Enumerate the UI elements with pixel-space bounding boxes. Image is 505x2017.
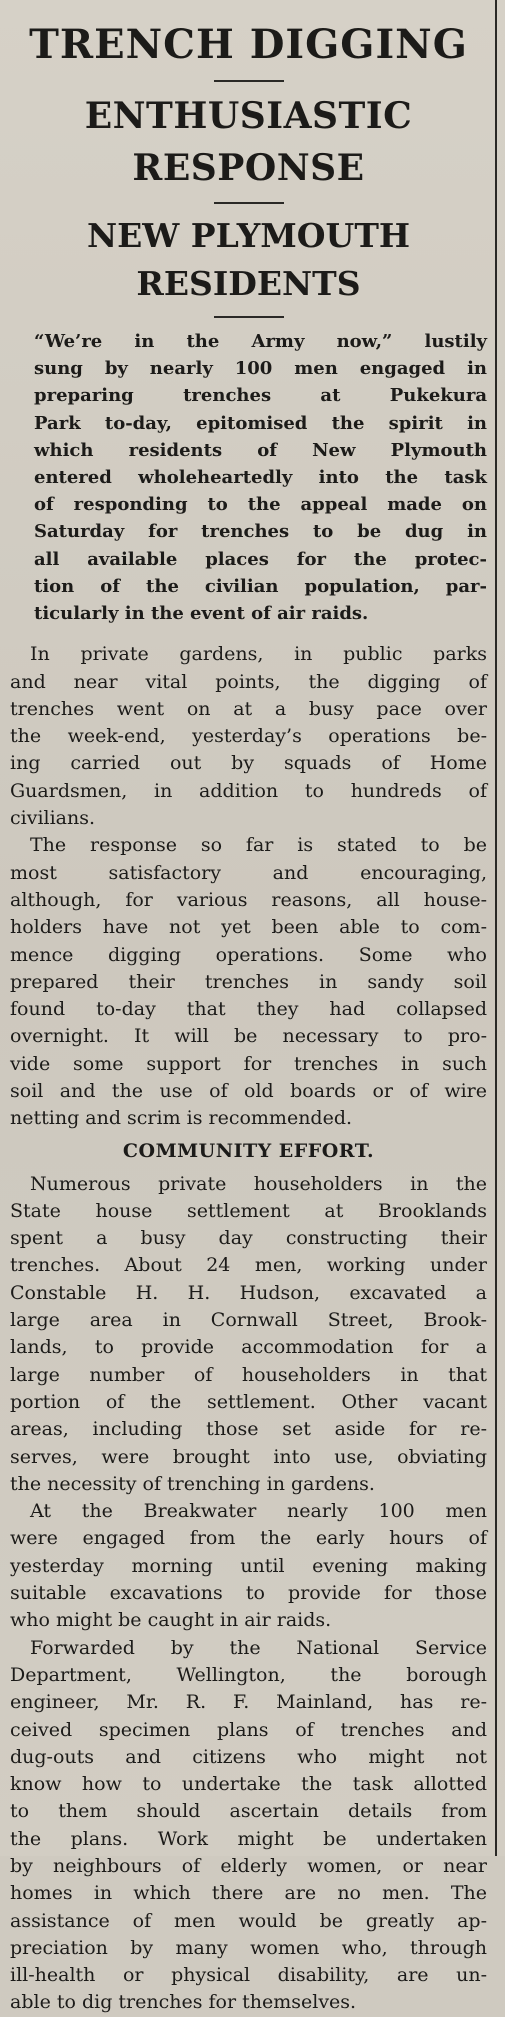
text-line: preparing trenches at Pukekura bbox=[34, 385, 487, 407]
lead-separator bbox=[214, 316, 284, 318]
text-line: large area in Cornwall Street, Brook- bbox=[10, 1309, 487, 1332]
text-line: serves, were brought into use, obviating bbox=[10, 1445, 487, 1468]
text-line: Park to-day, epitomised the spirit in bbox=[34, 412, 487, 434]
column-rule bbox=[495, 0, 497, 1856]
text-line: were engaged from the early hours of bbox=[10, 1527, 487, 1550]
text-line: portion of the settlement. Other vacant bbox=[10, 1390, 487, 1413]
text-line: In private gardens, in public parks bbox=[30, 643, 487, 666]
subheadline-secondary: NEW PLYMOUTH RESIDENTS bbox=[86, 216, 411, 303]
subheadline-separator bbox=[214, 202, 284, 204]
body-paragraph-2 bbox=[10, 832, 487, 1132]
text-line: At the Breakwater nearly 100 men bbox=[30, 1500, 487, 1523]
text-line: who might be caught in air raids. bbox=[10, 1609, 332, 1632]
text-line: holders have not yet been able to com- bbox=[10, 916, 487, 939]
text-line: to them should ascertain details from bbox=[10, 1800, 487, 1823]
text-line: know how to undertake the task allotted bbox=[10, 1773, 487, 1796]
text-line: netting and scrim is recommended. bbox=[10, 1107, 353, 1130]
text-line: ceived specimen plans of trenches and bbox=[10, 1718, 487, 1741]
text-line: tion of the civilian population, par- bbox=[34, 575, 487, 597]
text-line: ing carried out by squads of Home bbox=[10, 752, 487, 775]
headline: TRENCH DIGGING bbox=[29, 21, 468, 68]
text-line: homes in which there are no men. The bbox=[10, 1882, 487, 1905]
text-line: overnight. It will be necessary to pro- bbox=[10, 1025, 487, 1048]
text-line: trenches. About 24 men, working under bbox=[10, 1254, 487, 1277]
text-line: Constable H. H. Hudson, excavated a bbox=[10, 1281, 487, 1304]
text-line: lands, to provide accommodation for a bbox=[10, 1336, 487, 1359]
subheadline-primary: ENTHUSIASTIC RESPONSE bbox=[84, 95, 413, 189]
lead-paragraph bbox=[10, 328, 487, 627]
text-line: engineer, Mr. R. F. Mainland, has re- bbox=[10, 1691, 487, 1714]
text-line: areas, including those set aside for re- bbox=[10, 1418, 487, 1441]
text-line: Guardsmen, in addition to hundreds of bbox=[10, 779, 487, 802]
text-line: the plans. Work might be undertaken bbox=[10, 1827, 487, 1850]
body-paragraph-1 bbox=[10, 641, 487, 832]
text-line: entered wholeheartedly into the task bbox=[34, 467, 487, 489]
text-line: prepared their trenches in sandy soil bbox=[10, 970, 487, 993]
text-line: Saturday for trenches to be dug in bbox=[34, 521, 487, 543]
text-line: Forwarded by the National Service bbox=[30, 1636, 487, 1659]
text-line: preciation by many women who, through bbox=[10, 1936, 487, 1959]
text-line: most satisfactory and encouraging, bbox=[10, 861, 487, 884]
text-line: Numerous private householders in the bbox=[30, 1172, 487, 1195]
text-line: dug-outs and citizens who might not bbox=[10, 1745, 487, 1768]
text-line: yesterday morning until evening making bbox=[10, 1554, 487, 1577]
text-line: mence digging operations. Some who bbox=[10, 943, 487, 966]
text-line: of responding to the appeal made on bbox=[34, 494, 487, 516]
body-paragraph-3 bbox=[10, 1171, 487, 1499]
text-line: suitable excavations to provide for those bbox=[10, 1582, 487, 1605]
section-heading: COMMUNITY EFFORT. bbox=[122, 1139, 375, 1162]
text-line: The response so far is stated to be bbox=[30, 834, 487, 857]
text-line: vide some support for trenches in such bbox=[10, 1052, 487, 1075]
text-line: “We’re in the Army now,” lustily bbox=[34, 331, 487, 352]
text-line: State house settlement at Brooklands bbox=[10, 1199, 487, 1222]
text-line: and near vital points, the digging of bbox=[10, 670, 487, 693]
text-line: civilians. bbox=[10, 807, 96, 830]
text-line: sung by nearly 100 men engaged in bbox=[34, 358, 487, 380]
headline-separator bbox=[214, 80, 284, 82]
text-line: Department, Wellington, the borough bbox=[10, 1663, 487, 1686]
text-line: found to-day that they had collapsed bbox=[10, 998, 487, 1021]
text-line: which residents of New Plymouth bbox=[34, 439, 487, 461]
text-line: all available places for the protec- bbox=[34, 548, 487, 570]
text-line: large number of householders in that bbox=[10, 1363, 487, 1386]
text-line: soil and the use of old boards or of wire bbox=[10, 1079, 487, 1102]
body-paragraph-4 bbox=[10, 1498, 487, 1634]
text-line: able to dig trenches for themselves. bbox=[10, 1991, 357, 2014]
text-line: spent a busy day constructing their bbox=[10, 1227, 487, 1250]
body-paragraph-5 bbox=[10, 1635, 487, 2017]
text-line: ill-health or physical disability, are un- bbox=[10, 1964, 487, 1987]
text-line: the necessity of trenching in gardens. bbox=[10, 1472, 375, 1495]
text-line: assistance of men would be greatly ap- bbox=[10, 1909, 487, 1932]
text-line: by neighbours of elderly women, or near bbox=[10, 1855, 487, 1877]
text-line: ticularly in the event of air raids. bbox=[34, 603, 369, 625]
text-line: although, for various reasons, all house- bbox=[10, 888, 487, 911]
text-line: the week-end, yesterday’s operations be- bbox=[10, 725, 487, 748]
text-line: trenches went on at a busy pace over bbox=[10, 697, 487, 720]
